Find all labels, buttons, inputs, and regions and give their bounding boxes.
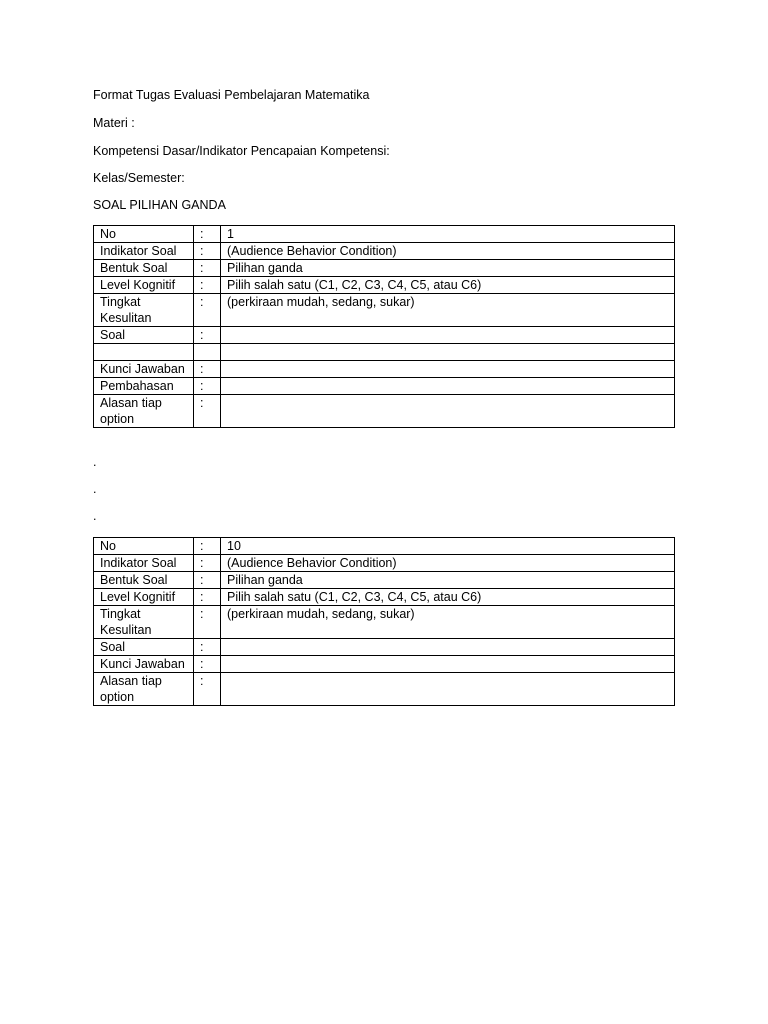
row-value [221,378,675,395]
row-label: Indikator Soal [94,555,194,572]
table-row [94,572,675,589]
row-value: Pilihan ganda [221,572,675,589]
row-value: Pilih salah satu (C1, C2, C3, C4, C5, atau C6) [221,589,675,606]
table-row [94,656,675,673]
row-label: No [94,538,194,555]
document-title: Format Tugas Evaluasi Pembelajaran Matematika [93,88,370,102]
row-label: Alasan tiap option [94,673,194,706]
question-table-1 [93,225,675,428]
row-label: Soal [94,327,194,344]
row-separator: : [194,226,221,243]
table-row [94,378,675,395]
row-value [221,656,675,673]
kompetensi-label: Kompetensi Dasar/Indikator Pencapaian Kompetensi: [93,144,390,158]
row-separator: : [194,589,221,606]
row-label: Bentuk Soal [94,572,194,589]
row-label: Bentuk Soal [94,260,194,277]
row-separator: : [194,260,221,277]
table-row [94,555,675,572]
table-row [94,344,675,361]
row-separator: : [194,639,221,656]
row-separator: : [194,656,221,673]
table-row [94,639,675,656]
row-value: Pilihan ganda [221,260,675,277]
table-row [94,260,675,277]
row-label: Soal [94,639,194,656]
row-separator [194,344,221,361]
row-label: No [94,226,194,243]
row-label: Tingkat Kesulitan [94,606,194,639]
row-value: (perkiraan mudah, sedang, sukar) [221,294,675,327]
section-heading: SOAL PILIHAN GANDA [93,198,226,212]
row-label: Alasan tiap option [94,395,194,428]
table-row [94,226,675,243]
ellipsis-dot: . [93,509,97,523]
table-row [94,294,675,327]
row-value: (Audience Behavior Condition) [221,555,675,572]
row-separator: : [194,555,221,572]
row-separator: : [194,395,221,428]
table-row [94,538,675,555]
row-label: Level Kognitif [94,277,194,294]
ellipsis-dot: . [93,455,97,469]
row-label: Tingkat Kesulitan [94,294,194,327]
kelas-semester-label: Kelas/Semester: [93,171,185,185]
table-row [94,395,675,428]
row-separator: : [194,538,221,555]
question-table-10 [93,537,675,706]
row-value [221,639,675,656]
row-separator: : [194,294,221,327]
table-row [94,327,675,344]
row-label: Indikator Soal [94,243,194,260]
row-value: (Audience Behavior Condition) [221,243,675,260]
row-separator: : [194,378,221,395]
row-label: Pembahasan [94,378,194,395]
table-row [94,673,675,706]
row-value [221,673,675,706]
row-value: 1 [221,226,675,243]
table-row [94,277,675,294]
row-label: Level Kognitif [94,589,194,606]
row-separator: : [194,606,221,639]
row-label [94,344,194,361]
row-value [221,344,675,361]
table-row [94,243,675,260]
row-separator: : [194,572,221,589]
materi-label: Materi : [93,116,135,130]
row-separator: : [194,243,221,260]
row-value: (perkiraan mudah, sedang, sukar) [221,606,675,639]
row-value [221,361,675,378]
row-label: Kunci Jawaban [94,656,194,673]
row-separator: : [194,277,221,294]
table-row [94,606,675,639]
ellipsis-dot: . [93,482,97,496]
row-value: 10 [221,538,675,555]
row-value [221,395,675,428]
row-separator: : [194,327,221,344]
row-separator: : [194,361,221,378]
row-value: Pilih salah satu (C1, C2, C3, C4, C5, atau C6) [221,277,675,294]
table-row [94,361,675,378]
table-row [94,589,675,606]
row-label: Kunci Jawaban [94,361,194,378]
row-separator: : [194,673,221,706]
row-value [221,327,675,344]
